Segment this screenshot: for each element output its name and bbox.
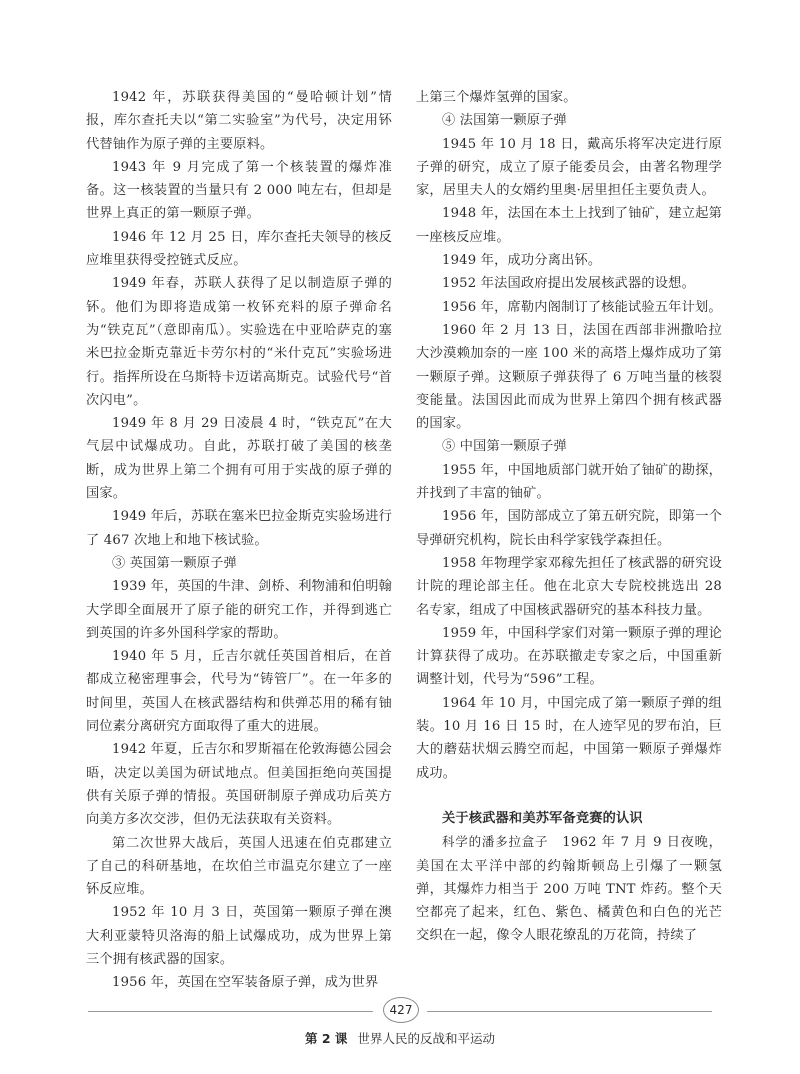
footer-rule-right: [427, 1011, 712, 1012]
paragraph: 1952 年法国政府提出发展核武器的设想。: [442, 276, 695, 292]
paragraph-with-lead: [416, 830, 722, 947]
page-number: 427: [383, 997, 419, 1023]
paragraph: 1958 年物理学家邓稼先担任了核武器的研究设计院的理论部主任。他在北京大专院校挑选出 28 名专家，组成了中国核武器研究的基本科技力量。: [416, 555, 722, 618]
paragraph: 1939 年，英国的牛津、剑桥、利物浦和伯明翰大学即全面展开了原子能的研究工作，并得到逃亡到英国的许多外国科学家的帮助。: [86, 579, 392, 641]
left-column: [86, 86, 392, 995]
paragraph: 1942 年夏，丘吉尔和罗斯福在伦敦海德公园会晤，决定以美国为研试地点。但美国拒绝向英国提供有关原子弹的情报。英国研制原子弹成功后英方向美方多次交涉，但仍无法获取有关资料。: [86, 742, 392, 828]
paragraph: 1955 年，中国地质部门就开始了铀矿的勘探，并找到了丰富的铀矿。: [416, 462, 722, 502]
paragraph: 1959 年，中国科学家们对第一颗原子弹的理论计算获得了成功。在苏联撤走专家之后，中国重新调整计划，代号为“596”工程。: [416, 625, 722, 688]
paragraph: 1942 年，苏联获得美国的“曼哈顿计划”情报，库尔查托夫以“第二实验室”为代号，决定用钚代替铀作为原子弹的主要原料。: [86, 90, 392, 152]
paragraph: 1946 年 12 月 25 日，库尔查托夫领导的核反应堆里获得受控链式反应。: [86, 229, 392, 269]
lesson-title: 世界人民的反战和平运动: [357, 1031, 495, 1046]
paragraph: 1940 年 5 月，丘吉尔就任英国首相后，在首都成立秘密理事会，代号为“铸管厂”。在一年多的时间里，英国人在核武器结构和供弹芯用的稀有铀同位素分离研究方面取得了重大的进展。: [86, 649, 392, 735]
paragraph: 1956 年，国防部成立了第五研究院，即第一个导弹研究机构，院长由科学家钱学森担任。: [416, 509, 722, 548]
paragraph: 1960 年 2 月 13 日，法国在西部非洲撒哈拉大沙漠赖加奈的一座 100 米的高塔上爆炸成功了第一颗原子弹。这颗原子弹获得了 6 万吨当量的核裂变能量。法国因此而成为世界上第四个拥有核武器的国家。: [416, 322, 722, 432]
paragraph: 1949 年春，苏联人获得了足以制造原子弹的钚。他们为即将造成第一枚钚充料的原子弹命名为“铁克瓦”（意即南瓜）。实验选在中亚哈萨克的塞米巴拉金斯克靠近卡劳尔村的“米什克瓦”实验场进行。指挥所设在乌斯特卡迈诺高斯克。试验代号“首次闪电”。: [86, 276, 392, 408]
subsection-title-britain: ③ 英国第一颗原子弹: [112, 555, 237, 571]
subsection-title-china: ⑤ 中国第一颗原子弹: [442, 439, 567, 455]
paragraph-continuation: 上第三个爆炸氢弹的国家。: [416, 90, 577, 105]
paragraph: 1949 年，成功分离出钚。: [442, 253, 602, 269]
paragraph: 1948 年，法国在本土上找到了铀矿，建立起第一座核反应堆。: [416, 206, 722, 245]
paragraph: 1949 年 8 月 29 日凌晨 4 时，“铁克瓦”在大气层中试爆成功。自此，苏联打破了美国的核垄断，成为世界上第二个拥有可用于实战的原子弹的国家。: [86, 416, 392, 502]
chapter-footer: [0, 1029, 800, 1047]
paragraph: 1956 年，英国在空军装备原子弹，成为世界: [112, 975, 379, 991]
paragraph: 1949 年后，苏联在塞米巴拉金斯克实验场进行了 467 次地上和地下核试验。: [86, 509, 392, 548]
paragraph: 1943 年 9 月完成了第一个核装置的爆炸准备。这一核装置的当量只有 2 000 吨左右，但却是世界上真正的第一颗原子弹。: [86, 159, 392, 222]
lesson-number: 第 2 课: [305, 1031, 348, 1046]
paragraph: 1956 年，席勒内阁制订了核能试验五年计划。: [442, 299, 722, 315]
right-column: [416, 86, 722, 948]
paragraph: 1964 年 10 月，中国完成了第一颗原子弹的组装。10 月 16 日 15 时，在人迹罕见的罗布泊，巨大的蘑菇状烟云腾空而起，中国第一颗原子弹爆炸成功。: [416, 695, 722, 781]
paragraph-lead: 科学的潘多拉盒子: [442, 834, 549, 850]
paragraph-body: 1962 年 7 月 9 日夜晚，美国在太平洋中部的约翰斯顿岛上引爆了一颗氢弹，其爆炸力相当于 200 万吨 TNT 炸药。整个天空都亮了起来，红色、紫色、橘黄色和白色的光芒交织在一起，像令人眼花缭乱的万花筒，持续了: [416, 835, 723, 944]
paragraph: 第二次世界大战后，英国人迅速在伯克郡建立了自己的科研基地，在坎伯兰市温克尔建立了一座钚反应堆。: [86, 835, 392, 898]
paragraph: 1945 年 10 月 18 日，戴高乐将军决定进行原子弹的研究，成立了原子能委员会，由著名物理学家，居里夫人的女婿约里奥·居里担任主要负责人。: [416, 136, 722, 199]
footer-rule-left: [88, 1011, 373, 1012]
subsection-title-france: ④ 法国第一颗原子弹: [442, 113, 567, 129]
section-heading: 关于核武器和美苏军备竞赛的认识: [442, 810, 643, 826]
paragraph: 1952 年 10 月 3 日，英国第一颗原子弹在澳大利亚蒙特贝洛海的船上试爆成功，成为世界上第三个拥有核武器的国家。: [86, 905, 392, 967]
